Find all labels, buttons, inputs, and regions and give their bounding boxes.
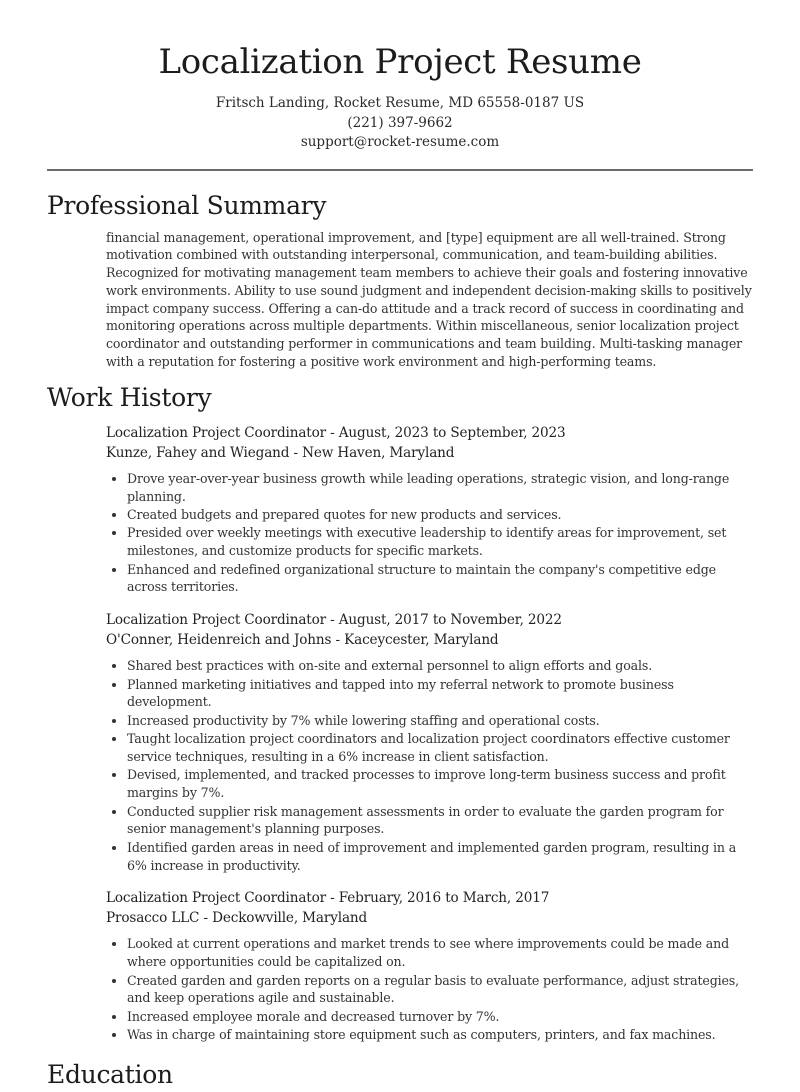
work-history-section <box>0 381 800 1044</box>
job-bullets <box>106 470 753 596</box>
resume-title: Localization Project Resume <box>158 42 642 82</box>
resume-header <box>0 0 800 153</box>
summary-text: financial management, operational improvement, and [type] equipment are all well-trained. Strong motivation combined with outstanding interpersonal, communication, and team-building abilities. Recognized for motivating management team members to achieve their goals and fostering innovative work environments. Ability to use sound judgment and independent decision-making skills to positively impact company success. Offering a can-do attitude and a track record of success in coordinating and monitoring operations across multiple departments. Within miscellaneous, senior localization project coordinator and outstanding performer in communications and team building. Multi-tasking manager with a reputation for fostering a positive work environment and high-performing teams. <box>106 229 752 370</box>
job-entry <box>106 888 753 1044</box>
contact-phone: (221) 397-9662 <box>347 114 453 131</box>
job-title-line: Localization Project Coordinator - August, 2017 to November, 2022 <box>106 612 562 629</box>
job-bullet: • Looked at current operations and market trends to see where improvements could be made and where opportunities could be capitalized on. <box>127 935 753 971</box>
job-bullet: • Was in charge of maintaining store equipment such as computers, printers, and fax machines. <box>127 1026 753 1044</box>
contact-block <box>0 94 800 153</box>
job-title-line: Localization Project Coordinator - February, 2016 to March, 2017 <box>106 890 550 907</box>
job-title-line: Localization Project Coordinator - August, 2023 to September, 2023 <box>106 424 566 441</box>
job-entry <box>106 610 753 874</box>
job-bullet: • Presided over weekly meetings with executive leadership to identify areas for improvement, set milestones, and customize products for specific markets. <box>127 524 753 560</box>
job-bullet: • Created budgets and prepared quotes for new products and services. <box>127 506 753 524</box>
job-bullet: • Planned marketing initiatives and tapped into my referral network to promote business development. <box>127 676 753 712</box>
header-divider <box>47 169 753 171</box>
work-history-heading: Work History <box>47 382 212 412</box>
contact-email: support@rocket-resume.com <box>300 134 500 150</box>
job-company-line: Kunze, Fahey and Wiegand - New Haven, Maryland <box>106 444 455 461</box>
job-bullet: • Drove year-over-year business growth while leading operations, strategic vision, and long-range planning. <box>127 470 753 506</box>
summary-heading: Professional Summary <box>47 190 327 220</box>
job-bullet: • Identified garden areas in need of improvement and implemented garden program, resulting in a 6% increase in productivity. <box>127 839 753 875</box>
job-entry <box>106 423 753 596</box>
job-bullets <box>106 657 753 874</box>
job-bullet: • Increased productivity by 7% while lowering staffing and operational costs. <box>127 712 753 730</box>
job-company-line: Prosacco LLC - Deckowville, Maryland <box>106 910 368 927</box>
job-bullet: • Enhanced and redefined organizational structure to maintain the company's competitive edge across territories. <box>127 561 753 597</box>
job-bullet: • Created garden and garden reports on a regular basis to evaluate performance, adjust strategies, and keep operations agile and sustainable. <box>127 972 753 1008</box>
job-bullet: • Taught localization project coordinators and localization project coordinators effective customer service techniques, resulting in a 6% increase in client satisfaction. <box>127 730 753 766</box>
summary-section <box>0 189 800 371</box>
job-bullet: • Increased employee morale and decreased turnover by 7%. <box>127 1008 753 1026</box>
job-bullet: • Shared best practices with on-site and external personnel to align efforts and goals. <box>127 657 753 675</box>
job-bullets <box>106 935 753 1044</box>
job-company-line: O'Conner, Heidenreich and Johns - Kaceycester, Maryland <box>106 632 499 649</box>
contact-address: Fritsch Landing, Rocket Resume, MD 65558-0187 US <box>215 95 585 111</box>
job-bullet: • Devised, implemented, and tracked processes to improve long-term business success and profit margins by 7%. <box>127 766 753 802</box>
education-heading: Education <box>47 1059 173 1089</box>
job-bullet: • Conducted supplier risk management assessments in order to evaluate the garden program for senior management's planning purposes. <box>127 803 753 839</box>
education-section <box>0 1058 800 1092</box>
